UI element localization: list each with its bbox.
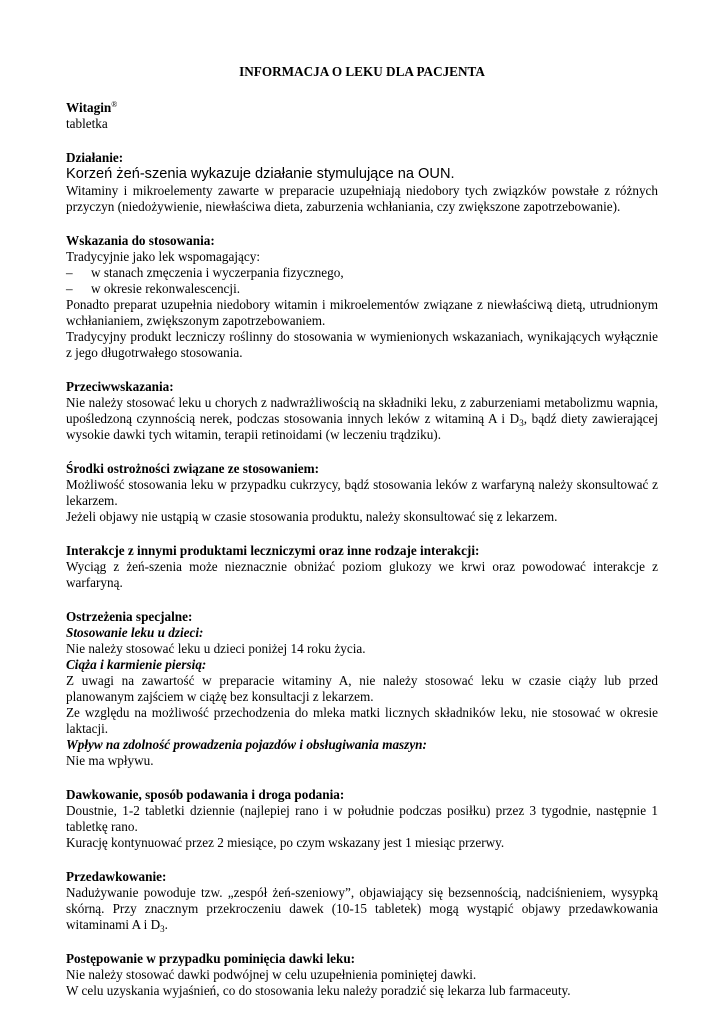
section-heading: Przeciwwskazania:	[66, 379, 174, 394]
section-heading: Interakcje z innymi produktami leczniczymi oraz inne rodzaje interakcji:	[66, 543, 480, 558]
subscript: 3	[519, 418, 524, 428]
paragraph: Kurację kontynuować przez 2 miesiące, po czym wskazany jest 1 miesiąc przerwy.	[66, 835, 505, 850]
subsection-heading: Wpływ na zdolność prowadzenia pojazdów i obsługiwania maszyn:	[66, 737, 427, 752]
paragraph: Ponadto preparat uzupełnia niedobory witamin i mikroelementów związane z niewłaściwą dietą, utrudnionym wchłanianiem, zwiększonym zapotrzebowaniem.	[66, 297, 658, 328]
paragraph: Z uwagi na zawartość w preparacie witaminy A, nie należy stosować leku w czasie ciąży lub przed planowanym zajściem w ciążę bez konsultacji z lekarzem.	[66, 673, 658, 704]
section-przeciwwskazania	[66, 379, 658, 443]
paragraph: Jeżeli objawy nie ustąpią w czasie stosowania produktu, należy skonsultować się z lekarzem.	[66, 509, 558, 524]
registered-mark: ®	[111, 100, 118, 109]
dash-bullet: –	[66, 281, 73, 296]
list-item	[66, 281, 658, 297]
product-form: tabletka	[66, 116, 108, 131]
document-page	[66, 64, 658, 1017]
list-item-text: w stanach zmęczenia i wyczerpania fizycznego,	[91, 265, 344, 280]
section-interakcje	[66, 543, 658, 591]
section-heading: Ostrzeżenia specjalne:	[66, 609, 193, 624]
paragraph: Nie ma wpływu.	[66, 753, 154, 768]
section-heading: Działanie:	[66, 150, 124, 165]
section-heading: Wskazania do stosowania:	[66, 233, 215, 248]
list-item-text: w okresie rekonwalescencji.	[91, 281, 241, 296]
paragraph: Możliwość stosowania leku w przypadku cukrzycy, bądź stosowania leków z warfaryną należy skonsultować z lekarzem.	[66, 477, 658, 508]
section-heading: Środki ostrożności związane ze stosowaniem:	[66, 461, 319, 476]
list-item	[66, 265, 658, 281]
section-wskazania	[66, 233, 658, 361]
paragraph: Doustnie, 1-2 tabletki dziennie (najlepiej rano i w południe podczas posiłku) przez 3 tygodnie, następnie 1 tabletkę rano.	[66, 803, 658, 834]
section-heading: Dawkowanie, sposób podawania i droga podania:	[66, 787, 345, 802]
paragraph: Wyciąg z żeń-szenia może nieznacznie obniżać poziom glukozy we krwi oraz powodować interakcje z warfaryną.	[66, 559, 658, 590]
paragraph: W celu uzyskania wyjaśnień, co do stosowania leku należy poradzić się lekarza lub farmaceuty.	[66, 983, 571, 998]
paragraph: Witaminy i mikroelementy zawarte w preparacie uzupełniają niedobory tych związków powstałe z różnych przyczyn (niedożywienie, niewłaściwa dieta, zaburzenia wchłaniania, czy zwiększone zapotrzebowanie).	[66, 183, 658, 214]
section-heading: Przedawkowanie:	[66, 869, 167, 884]
subsection-heading: Ciąża i karmienie piersią:	[66, 657, 207, 672]
subscript: 3	[160, 924, 165, 934]
paragraph: Nie należy stosować dawki podwójnej w celu uzupełnienia pominiętej dawki.	[66, 967, 477, 982]
dash-bullet: –	[66, 265, 73, 280]
product-section	[66, 100, 658, 132]
section-dawkowanie	[66, 787, 658, 851]
paragraph: Nadużywanie powoduje tzw. „zespół żeń-szeniowy”, objawiający się bezsennością, nadciśnieniem, wysypką skórną. Przy znacznym przekroczeniu dawek (10-15 tabletek) mogą wystąpić objawy przedawkowania witaminami A i $D_3$.	[66, 885, 658, 934]
section-srodki-ostroznosci	[66, 461, 658, 525]
paragraph: Tradycyjnie jako lek wspomagający:	[66, 249, 260, 264]
paragraph: Ze względu na możliwość przechodzenia do mleka matki licznych składników leku, nie stosować w okresie laktacji.	[66, 705, 658, 736]
section-pominiecie-dawki	[66, 951, 658, 999]
section-ostrzezenia	[66, 609, 658, 769]
section-heading: Postępowanie w przypadku pominięcia dawki leku:	[66, 951, 356, 966]
page-title: INFORMACJA O LEKU DLA PACJENTA	[239, 64, 485, 79]
paragraph: Nie należy stosować leku u chorych z nadwrażliwością na składniki leku, z zaburzeniami metabolizmu wapnia, upośledzoną czynnością nerek, podczas stosowania innych leków z witaminą A i $D_3$, bądź diety zawierającej wysokie dawki tych witamin, terapii retinoidami (w leczeniu trądziku).	[66, 395, 658, 442]
paragraph: Nie należy stosować leku u dzieci poniżej 14 roku życia.	[66, 641, 366, 656]
subsection-heading: Stosowanie leku u dzieci:	[66, 625, 204, 640]
paragraph: Tradycyjny produkt leczniczy roślinny do stosowania w wymienionych wskazaniach, wynikających wyłącznie z jego długotrwałego stosowania.	[66, 329, 658, 360]
section-przedawkowanie	[66, 869, 658, 933]
product-name: Witagin	[66, 100, 112, 115]
paragraph: Korzeń żeń-szenia wykazuje działanie stymulujące na OUN.	[66, 166, 455, 182]
section-dzialanie	[66, 150, 658, 215]
